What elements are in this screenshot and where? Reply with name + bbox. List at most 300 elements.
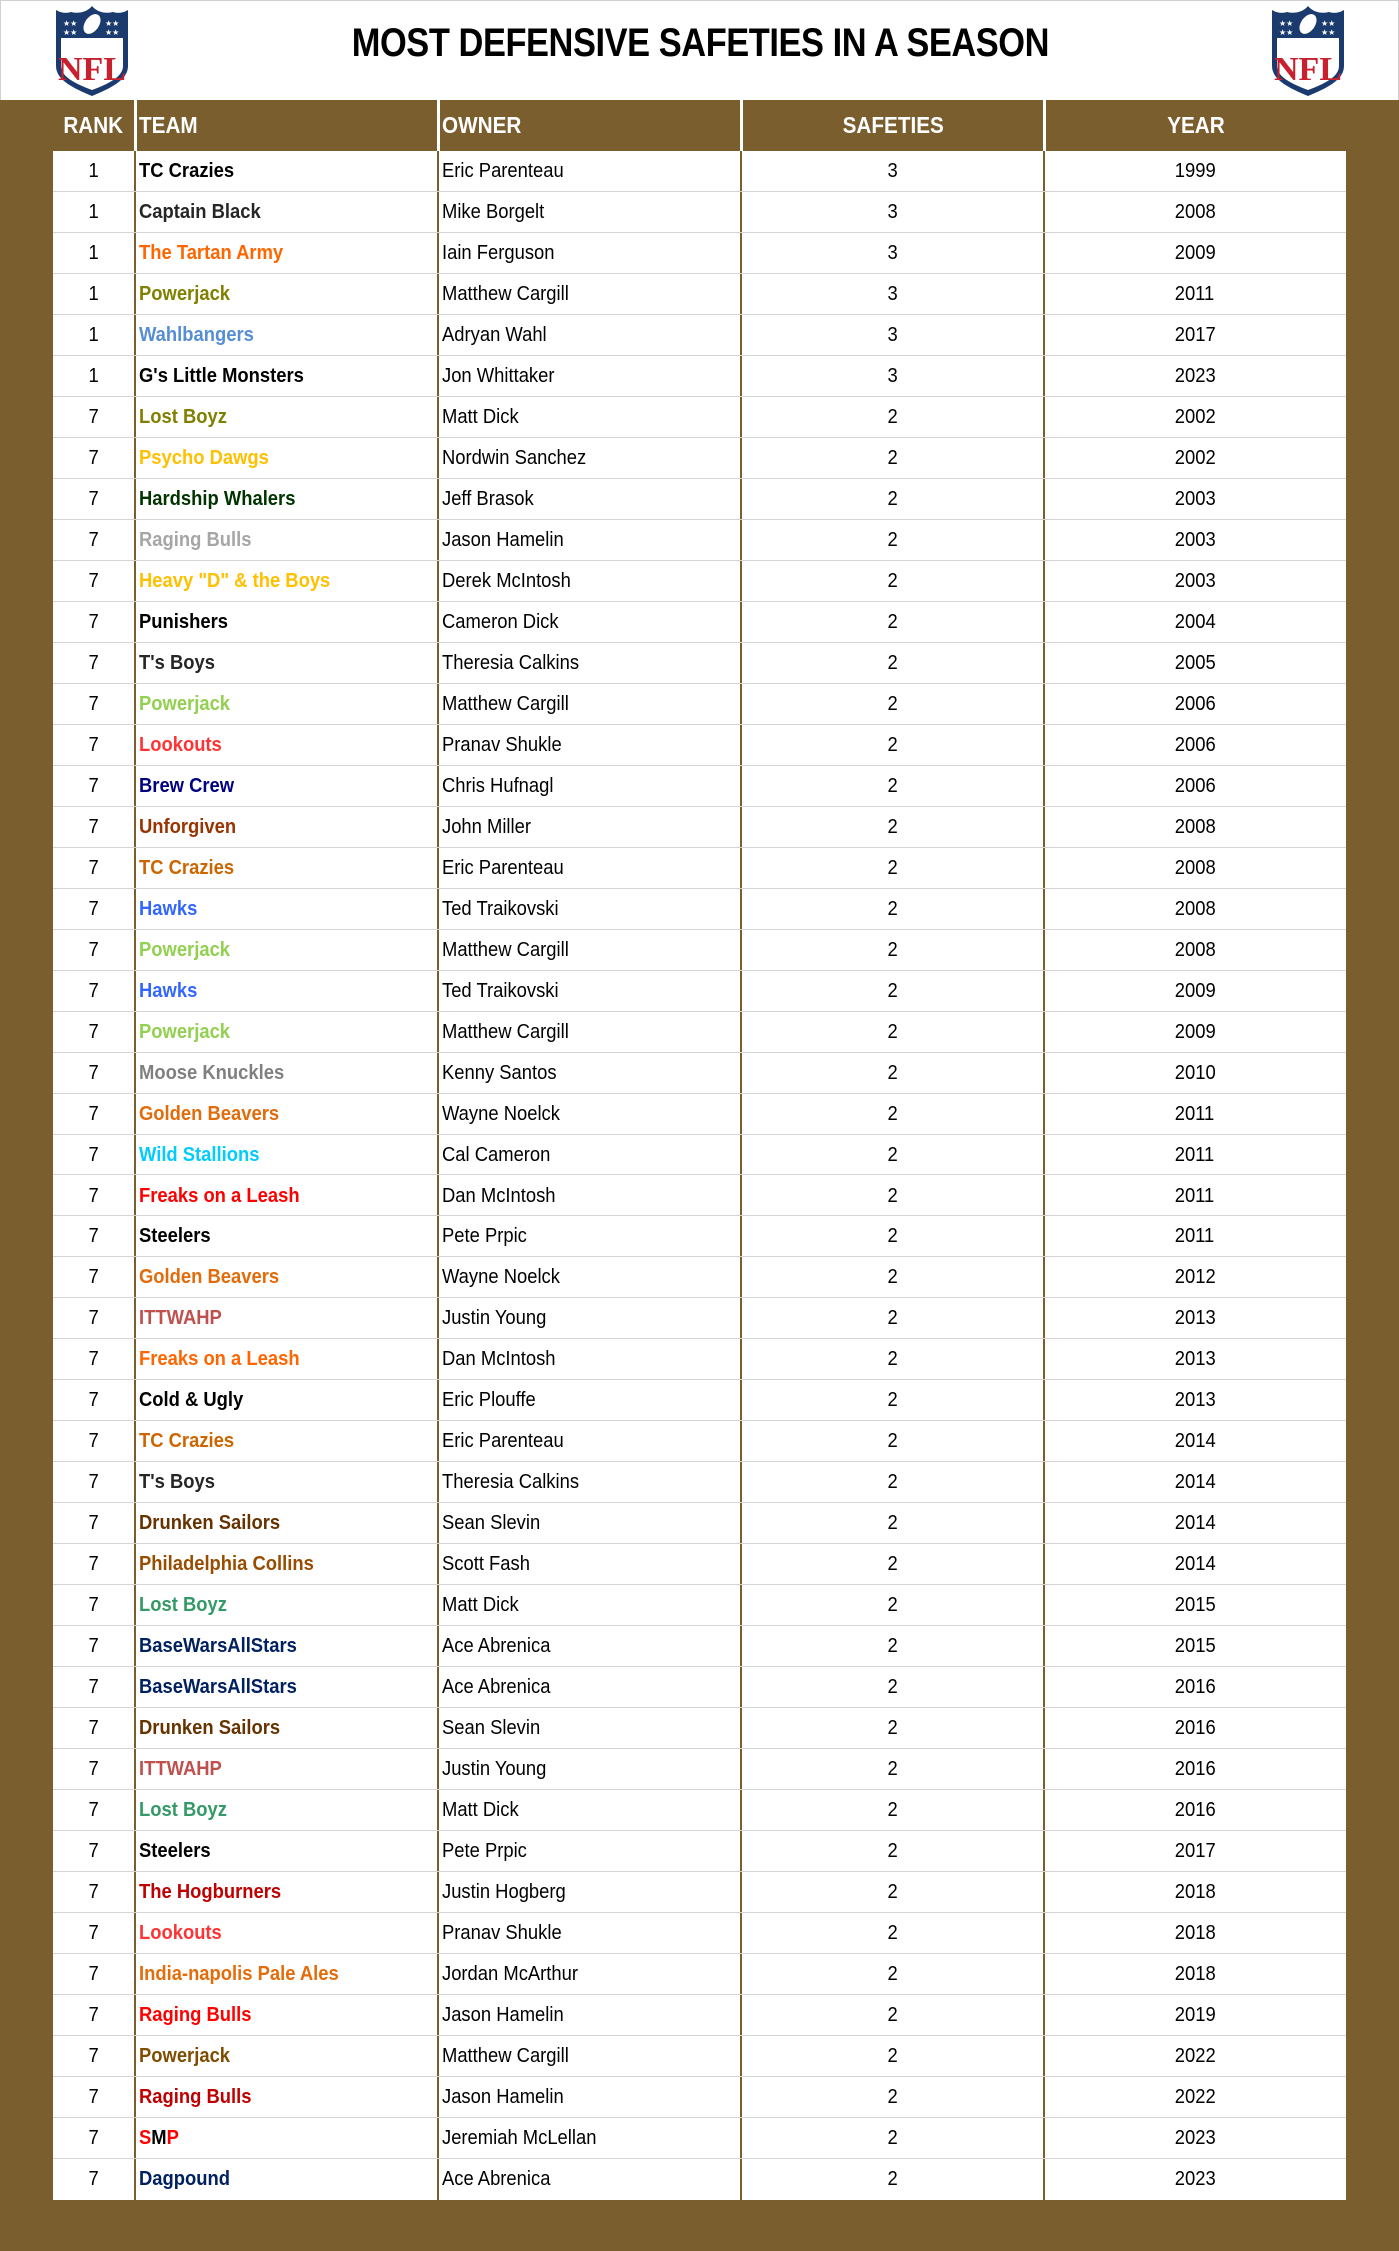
owner-text: Pranav Shukle (442, 733, 562, 756)
safeties-text: 2 (887, 1061, 898, 1084)
rank-text: 7 (88, 1758, 99, 1781)
table-row[interactable] (53, 1094, 1346, 1135)
rank-text: 7 (88, 1553, 99, 1576)
table-row[interactable] (53, 602, 1346, 643)
safeties-text: 2 (887, 1635, 898, 1658)
team-text: Raging Bulls (139, 2086, 252, 2109)
table-row[interactable] (53, 1176, 1346, 1217)
year-text: 2017 (1174, 323, 1216, 346)
table-row[interactable] (53, 1380, 1346, 1421)
year-text: 2014 (1174, 1430, 1216, 1453)
safeties-cell (741, 643, 1044, 683)
team-text: Raging Bulls (139, 2004, 252, 2027)
year-text: 2013 (1174, 1307, 1216, 1330)
table-row[interactable] (53, 1298, 1346, 1339)
owner-cell (442, 1790, 738, 1830)
safeties-cell (741, 602, 1044, 642)
team-cell (139, 233, 435, 273)
svg-text:★★: ★★ (1279, 28, 1294, 37)
owner-text: Matthew Cargill (442, 692, 569, 715)
year-text: 2008 (1174, 856, 1216, 879)
safeties-cell (741, 684, 1044, 724)
owner-text: Matthew Cargill (442, 938, 569, 961)
safeties-cell (741, 1380, 1044, 1420)
year-cell (1044, 397, 1346, 437)
column-header-year[interactable]: YEAR (1167, 112, 1225, 138)
table-row[interactable] (53, 233, 1346, 274)
year-cell (1044, 807, 1346, 847)
safeties-text: 2 (887, 528, 898, 551)
rank-cell (53, 1749, 134, 1789)
safeties-cell (741, 725, 1044, 765)
year-cell (1044, 1913, 1346, 1953)
year-cell (1044, 274, 1346, 314)
team-text: Captain Black (139, 200, 261, 223)
team-text: Lost Boyz (139, 1799, 227, 1822)
team-cell (139, 1954, 435, 1994)
owner-text: Scott Fash (442, 1553, 530, 1576)
owner-cell (442, 1954, 738, 1994)
team-text: TC Crazies (139, 1430, 235, 1453)
team-text: Powerjack (139, 938, 231, 961)
table-row[interactable] (53, 356, 1346, 397)
table-row[interactable] (53, 848, 1346, 889)
rank-text: 7 (88, 405, 99, 428)
owner-cell (442, 930, 738, 970)
column-header-owner[interactable]: OWNER (442, 112, 522, 138)
safeties-text: 2 (887, 1676, 898, 1699)
table-row[interactable] (53, 479, 1346, 520)
owner-text: Cal Cameron (442, 1143, 551, 1166)
rank-text: 7 (88, 610, 99, 633)
rank-text: 7 (88, 1881, 99, 1904)
year-cell (1044, 1094, 1346, 1134)
owner-cell (442, 1749, 738, 1789)
owner-cell (442, 1585, 738, 1625)
table-row[interactable] (53, 1135, 1346, 1176)
year-text: 2008 (1174, 815, 1216, 838)
safeties-cell (741, 1176, 1044, 1216)
year-text: 2006 (1174, 774, 1216, 797)
owner-cell (442, 479, 738, 519)
table-row[interactable] (53, 889, 1346, 930)
safeties-cell (741, 315, 1044, 355)
safeties-cell (741, 807, 1044, 847)
team-cell (139, 2077, 435, 2117)
year-text: 2011 (1175, 1225, 1215, 1248)
team-cell (139, 1503, 435, 1543)
rank-cell (53, 1339, 134, 1379)
safeties-cell (741, 192, 1044, 232)
safeties-text: 2 (887, 446, 898, 469)
owner-cell (442, 274, 738, 314)
year-text: 2002 (1174, 446, 1216, 469)
rank-cell (53, 397, 134, 437)
team-text: TC Crazies (139, 856, 235, 879)
team-text: Powerjack (139, 282, 231, 305)
table-row[interactable] (53, 1954, 1346, 1995)
year-cell (1044, 1421, 1346, 1461)
rank-cell (53, 2077, 134, 2117)
owner-text: Wayne Noelck (442, 1266, 560, 1289)
safeties-text: 2 (887, 569, 898, 592)
year-text: 2011 (1175, 282, 1215, 305)
rank-text: 7 (88, 1061, 99, 1084)
owner-cell (442, 766, 738, 806)
owner-text: Justin Young (442, 1307, 547, 1330)
rank-cell (53, 1298, 134, 1338)
team-text: BaseWarsAllStars (139, 1676, 297, 1699)
team-text: Powerjack (139, 692, 231, 715)
table-row[interactable] (53, 315, 1346, 356)
team-text: Freaks on a Leash (139, 1348, 300, 1371)
team-cell (139, 1544, 435, 1584)
owner-text: Theresia Calkins (442, 1471, 580, 1494)
table-row[interactable] (53, 151, 1346, 192)
team-text: The Tartan Army (139, 241, 284, 264)
safeties-text: 2 (887, 733, 898, 756)
year-cell (1044, 192, 1346, 232)
owner-cell (442, 1094, 738, 1134)
column-header-rank[interactable]: RANK (63, 112, 124, 138)
table-row[interactable] (53, 1257, 1346, 1298)
rank-text: 7 (88, 1512, 99, 1535)
year-cell (1044, 1626, 1346, 1666)
team-cell (139, 2036, 435, 2076)
year-text: 2023 (1174, 364, 1216, 387)
rank-cell (53, 520, 134, 560)
team-cell (139, 1257, 435, 1297)
safeties-cell (741, 1257, 1044, 1297)
rank-cell (53, 479, 134, 519)
table-row[interactable] (53, 643, 1346, 684)
year-text: 2019 (1174, 2004, 1216, 2027)
table-row[interactable] (53, 807, 1346, 848)
safeties-text: 2 (887, 1512, 898, 1535)
table-row[interactable] (53, 192, 1346, 233)
year-text: 2003 (1174, 487, 1216, 510)
header-divider (1043, 100, 1046, 151)
year-cell (1044, 1585, 1346, 1625)
safeties-cell (741, 1626, 1044, 1666)
table-row[interactable] (53, 1872, 1346, 1913)
rank-cell (53, 889, 134, 929)
rank-text: 7 (88, 2168, 99, 2191)
year-text: 2008 (1174, 938, 1216, 961)
owner-cell (442, 602, 738, 642)
table-row[interactable] (53, 930, 1346, 971)
team-cell (139, 766, 435, 806)
safeties-text: 2 (887, 1840, 898, 1863)
table-row[interactable] (53, 1831, 1346, 1872)
year-cell (1044, 1790, 1346, 1830)
year-cell (1044, 684, 1346, 724)
safeties-text: 3 (887, 323, 898, 346)
table-row[interactable] (53, 1585, 1346, 1626)
team-text: Steelers (139, 1225, 211, 1248)
year-cell (1044, 561, 1346, 601)
rank-cell (53, 274, 134, 314)
page-title (1, 21, 1399, 66)
safeties-text: 2 (887, 405, 898, 428)
year-cell (1044, 725, 1346, 765)
safeties-cell (741, 2118, 1044, 2158)
team-text: ITTWAHP (139, 1758, 222, 1781)
rank-text: 7 (88, 692, 99, 715)
year-cell (1044, 1831, 1346, 1871)
safeties-cell (741, 1503, 1044, 1543)
safeties-text: 2 (887, 1389, 898, 1412)
team-cell (139, 1462, 435, 1502)
owner-cell (442, 1831, 738, 1871)
owner-text: Sean Slevin (442, 1717, 541, 1740)
rank-text: 7 (88, 938, 99, 961)
team-text: Hawks (139, 979, 198, 1002)
table-row[interactable] (53, 1216, 1346, 1257)
rank-cell (53, 848, 134, 888)
owner-text: Jason Hamelin (442, 2086, 564, 2109)
rank-cell (53, 1790, 134, 1830)
header-divider (740, 100, 743, 151)
safeties-text: 2 (887, 1553, 898, 1576)
column-header-team[interactable]: TEAM (139, 112, 198, 138)
rank-text: 7 (88, 774, 99, 797)
team-text: TC Crazies (139, 160, 235, 182)
safeties-text: 2 (887, 2168, 898, 2191)
table-row[interactable] (53, 2077, 1346, 2118)
table-row[interactable] (53, 2159, 1346, 2200)
team-text: Punishers (139, 610, 228, 633)
team-cell (139, 1216, 435, 1256)
team-text: The Hogburners (139, 1881, 282, 1904)
table-row[interactable] (53, 274, 1346, 315)
team-cell (139, 1012, 435, 1052)
owner-text: Ted Traikovski (442, 979, 559, 1002)
team-cell (139, 561, 435, 601)
team-cell (139, 643, 435, 683)
table-row[interactable] (53, 725, 1346, 766)
rank-cell (53, 1462, 134, 1502)
safeties-cell (741, 1995, 1044, 2035)
rank-text: 7 (88, 1717, 99, 1740)
safeties-text: 2 (887, 2127, 898, 2150)
safeties-text: 2 (887, 1717, 898, 1740)
rank-cell (53, 1954, 134, 1994)
team-cell (139, 1094, 435, 1134)
rank-text: 7 (88, 1676, 99, 1699)
rank-cell (53, 2118, 134, 2158)
rank-cell (53, 684, 134, 724)
owner-text: Jason Hamelin (442, 528, 564, 551)
owner-cell (442, 438, 738, 478)
safeties-cell (741, 1094, 1044, 1134)
year-text: 2009 (1174, 241, 1216, 264)
year-cell (1044, 151, 1346, 191)
team-cell (139, 1667, 435, 1707)
table-row[interactable] (53, 766, 1346, 807)
year-cell (1044, 356, 1346, 396)
rank-cell (53, 1626, 134, 1666)
owner-cell (442, 1462, 738, 1502)
svg-text:★★: ★★ (63, 28, 78, 37)
owner-text: Adryan Wahl (442, 323, 547, 346)
year-text: 2006 (1174, 692, 1216, 715)
rank-text: 7 (88, 1471, 99, 1494)
owner-cell (442, 520, 738, 560)
svg-text:★★: ★★ (63, 19, 78, 28)
owner-text: Kenny Santos (442, 1061, 557, 1084)
owner-cell (442, 1380, 738, 1420)
team-text: Psycho Dawgs (139, 446, 269, 469)
year-cell (1044, 848, 1346, 888)
team-cell (139, 1749, 435, 1789)
year-cell (1044, 930, 1346, 970)
year-text: 2011 (1175, 1102, 1215, 1125)
table-row[interactable] (53, 397, 1346, 438)
rank-cell (53, 1012, 134, 1052)
title-bar (0, 0, 1399, 100)
table-row[interactable] (53, 684, 1346, 725)
safeties-cell (741, 561, 1044, 601)
year-text: 2016 (1174, 1758, 1216, 1781)
year-cell (1044, 1135, 1346, 1175)
owner-text: Matthew Cargill (442, 1020, 569, 1043)
year-text: 2003 (1174, 569, 1216, 592)
rank-cell (53, 1421, 134, 1461)
owner-cell (442, 356, 738, 396)
owner-cell (442, 1667, 738, 1707)
team-text: Golden Beavers (139, 1266, 280, 1289)
safeties-text: 2 (887, 938, 898, 961)
owner-text: Jason Hamelin (442, 2004, 564, 2027)
team-cell (139, 1626, 435, 1666)
owner-text: Ace Abrenica (442, 1676, 551, 1699)
owner-cell (442, 315, 738, 355)
safeties-cell (741, 356, 1044, 396)
rank-text: 7 (88, 1143, 99, 1166)
owner-cell (442, 1176, 738, 1216)
rank-text: 7 (88, 2127, 99, 2150)
table-row[interactable] (53, 1544, 1346, 1585)
table-row[interactable] (53, 1626, 1346, 1667)
table-row[interactable] (53, 1421, 1346, 1462)
team-name-segment: M (151, 2127, 167, 2150)
safeties-text: 2 (887, 2086, 898, 2109)
rank-cell (53, 315, 134, 355)
rank-text: 7 (88, 528, 99, 551)
owner-cell (442, 848, 738, 888)
year-cell (1044, 1503, 1346, 1543)
team-cell (139, 2159, 435, 2199)
rank-cell (53, 438, 134, 478)
safeties-cell (741, 1954, 1044, 1994)
year-text: 2023 (1174, 2168, 1216, 2191)
table-row[interactable] (53, 438, 1346, 479)
table-row[interactable] (53, 2118, 1346, 2159)
team-cell (139, 1995, 435, 2035)
safeties-text: 2 (887, 1102, 898, 1125)
safeties-text: 2 (887, 1881, 898, 1904)
owner-text: Pete Prpic (442, 1840, 527, 1863)
table-header (0, 100, 1399, 151)
table-row[interactable] (53, 520, 1346, 561)
year-text: 2011 (1175, 1184, 1215, 1207)
safeties-cell (741, 1749, 1044, 1789)
year-cell (1044, 2118, 1346, 2158)
rank-text: 7 (88, 2045, 99, 2068)
rank-text: 7 (88, 1020, 99, 1043)
table-row[interactable] (53, 561, 1346, 602)
team-cell (139, 151, 435, 191)
rank-text: 7 (88, 2086, 99, 2109)
table-row[interactable] (53, 1790, 1346, 1831)
table-row[interactable] (53, 1462, 1346, 1503)
table-row[interactable] (53, 1749, 1346, 1790)
team-text: Hardship Whalers (139, 487, 296, 510)
rank-cell (53, 1135, 134, 1175)
table-row[interactable] (53, 1913, 1346, 1954)
column-header-safeties[interactable]: SAFETIES (842, 112, 944, 138)
rank-cell (53, 1831, 134, 1871)
owner-text: Jeremiah McLellan (442, 2127, 597, 2150)
rank-cell (53, 1585, 134, 1625)
rank-cell (53, 192, 134, 232)
safeties-text: 2 (887, 1020, 898, 1043)
safeties-cell (741, 1872, 1044, 1912)
safeties-cell (741, 1053, 1044, 1093)
rank-text: 7 (88, 856, 99, 879)
owner-cell (442, 1503, 738, 1543)
team-text: Moose Knuckles (139, 1061, 285, 1084)
safeties-cell (741, 397, 1044, 437)
rank-cell (53, 1667, 134, 1707)
owner-cell (442, 192, 738, 232)
team-cell (139, 1708, 435, 1748)
year-cell (1044, 479, 1346, 519)
owner-cell (442, 397, 738, 437)
safeties-cell (741, 2036, 1044, 2076)
year-text: 2013 (1174, 1389, 1216, 1412)
rank-cell (53, 1257, 134, 1297)
rank-text: 1 (88, 160, 99, 182)
table-row[interactable] (53, 971, 1346, 1012)
rank-text: 7 (88, 1963, 99, 1986)
table-row[interactable] (53, 2036, 1346, 2077)
safeties-cell (741, 1216, 1044, 1256)
table-row[interactable] (53, 1339, 1346, 1380)
year-text: 2018 (1174, 1963, 1216, 1986)
safeties-text: 2 (887, 815, 898, 838)
rank-text: 7 (88, 897, 99, 920)
owner-cell (442, 1298, 738, 1338)
safeties-text: 2 (887, 1430, 898, 1453)
table-row[interactable] (53, 1503, 1346, 1544)
safeties-text: 2 (887, 651, 898, 674)
rank-cell (53, 1544, 134, 1584)
year-cell (1044, 602, 1346, 642)
owner-cell (442, 1053, 738, 1093)
table-row[interactable] (53, 1053, 1346, 1094)
table-row[interactable] (53, 1995, 1346, 2036)
table-row[interactable] (53, 1708, 1346, 1749)
team-cell (139, 602, 435, 642)
rank-cell (53, 930, 134, 970)
safeties-cell (741, 520, 1044, 560)
owner-text: Dan McIntosh (442, 1184, 556, 1207)
table-row[interactable] (53, 1012, 1346, 1053)
owner-text: Matthew Cargill (442, 2045, 569, 2068)
table-row[interactable] (53, 1667, 1346, 1708)
